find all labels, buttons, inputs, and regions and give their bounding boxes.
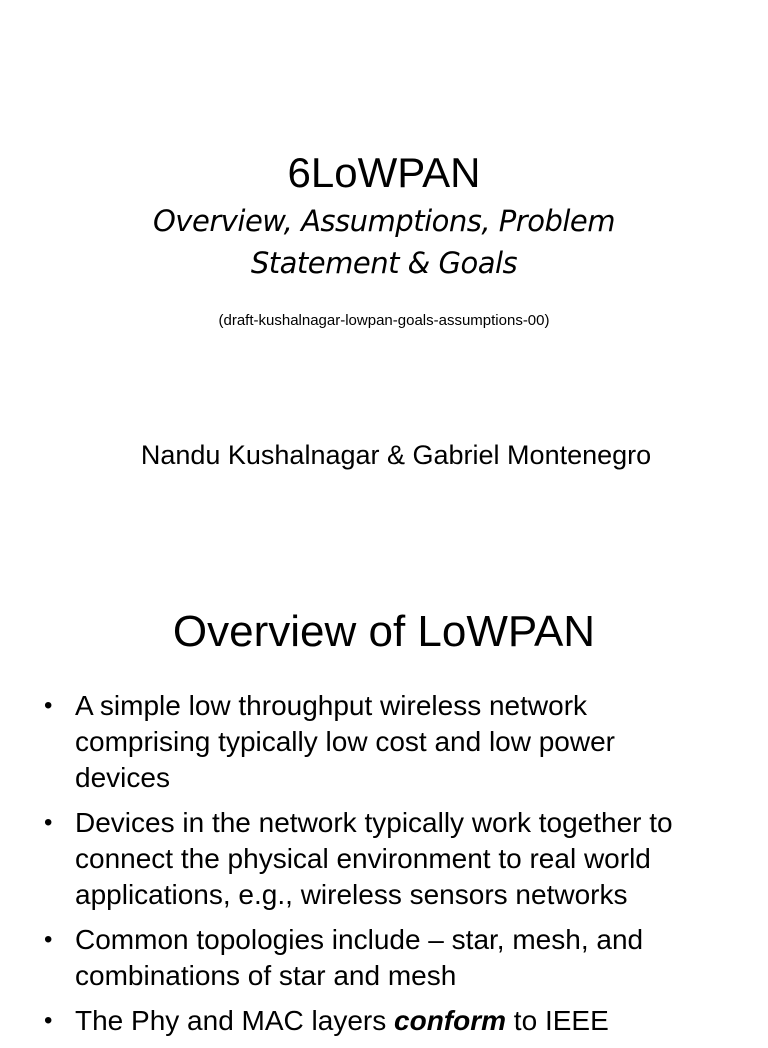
bullet-item-2	[44, 805, 744, 913]
bullet-line: applications, e.g., wireless sensors networks	[75, 879, 628, 910]
overview-bullet-list	[44, 688, 744, 1048]
draft-identifier: (draft-kushalnagar-lowpan-goals-assumptions-00)	[218, 312, 550, 329]
bullet-emphasis: conform	[394, 1005, 507, 1036]
bullet-line	[75, 1003, 744, 1039]
bullet-line: connect the physical environment to real world	[75, 843, 651, 874]
presentation-title: 6LoWPAN	[287, 149, 481, 196]
bullet-point-icon: •	[44, 1007, 53, 1034]
authors-line: Nandu Kushalnagar & Gabriel Montenegro	[140, 440, 652, 470]
overview-slide-title: Overview of LoWPAN	[172, 607, 596, 656]
overview-slide	[0, 560, 768, 1036]
bullet-line: A simple low throughput wireless network	[75, 690, 588, 721]
presentation-subtitle	[0, 200, 768, 284]
bullet-point-icon: •	[44, 809, 53, 836]
bullet-item-4	[44, 1003, 744, 1039]
bullet-point-icon: •	[44, 692, 53, 719]
bullet-line: Devices in the network typically work together to	[75, 807, 673, 838]
subtitle-line-2: Statement & Goals	[250, 246, 518, 280]
bullet-line: combinations of star and mesh	[75, 960, 457, 991]
bullet-item-3	[44, 922, 744, 994]
bullet-line: devices	[75, 762, 170, 793]
subtitle-line-1: Overview, Assumptions, Problem	[152, 204, 615, 238]
bullet-text: The Phy and MAC layers	[75, 1005, 395, 1036]
bullet-line: comprising typically low cost and low power	[75, 726, 615, 757]
bullet-text: to IEEE	[506, 1005, 609, 1036]
bullet-point-icon: •	[44, 926, 53, 953]
bullet-item-1	[44, 688, 744, 796]
bullet-line: Common topologies include – star, mesh, and	[75, 924, 644, 955]
